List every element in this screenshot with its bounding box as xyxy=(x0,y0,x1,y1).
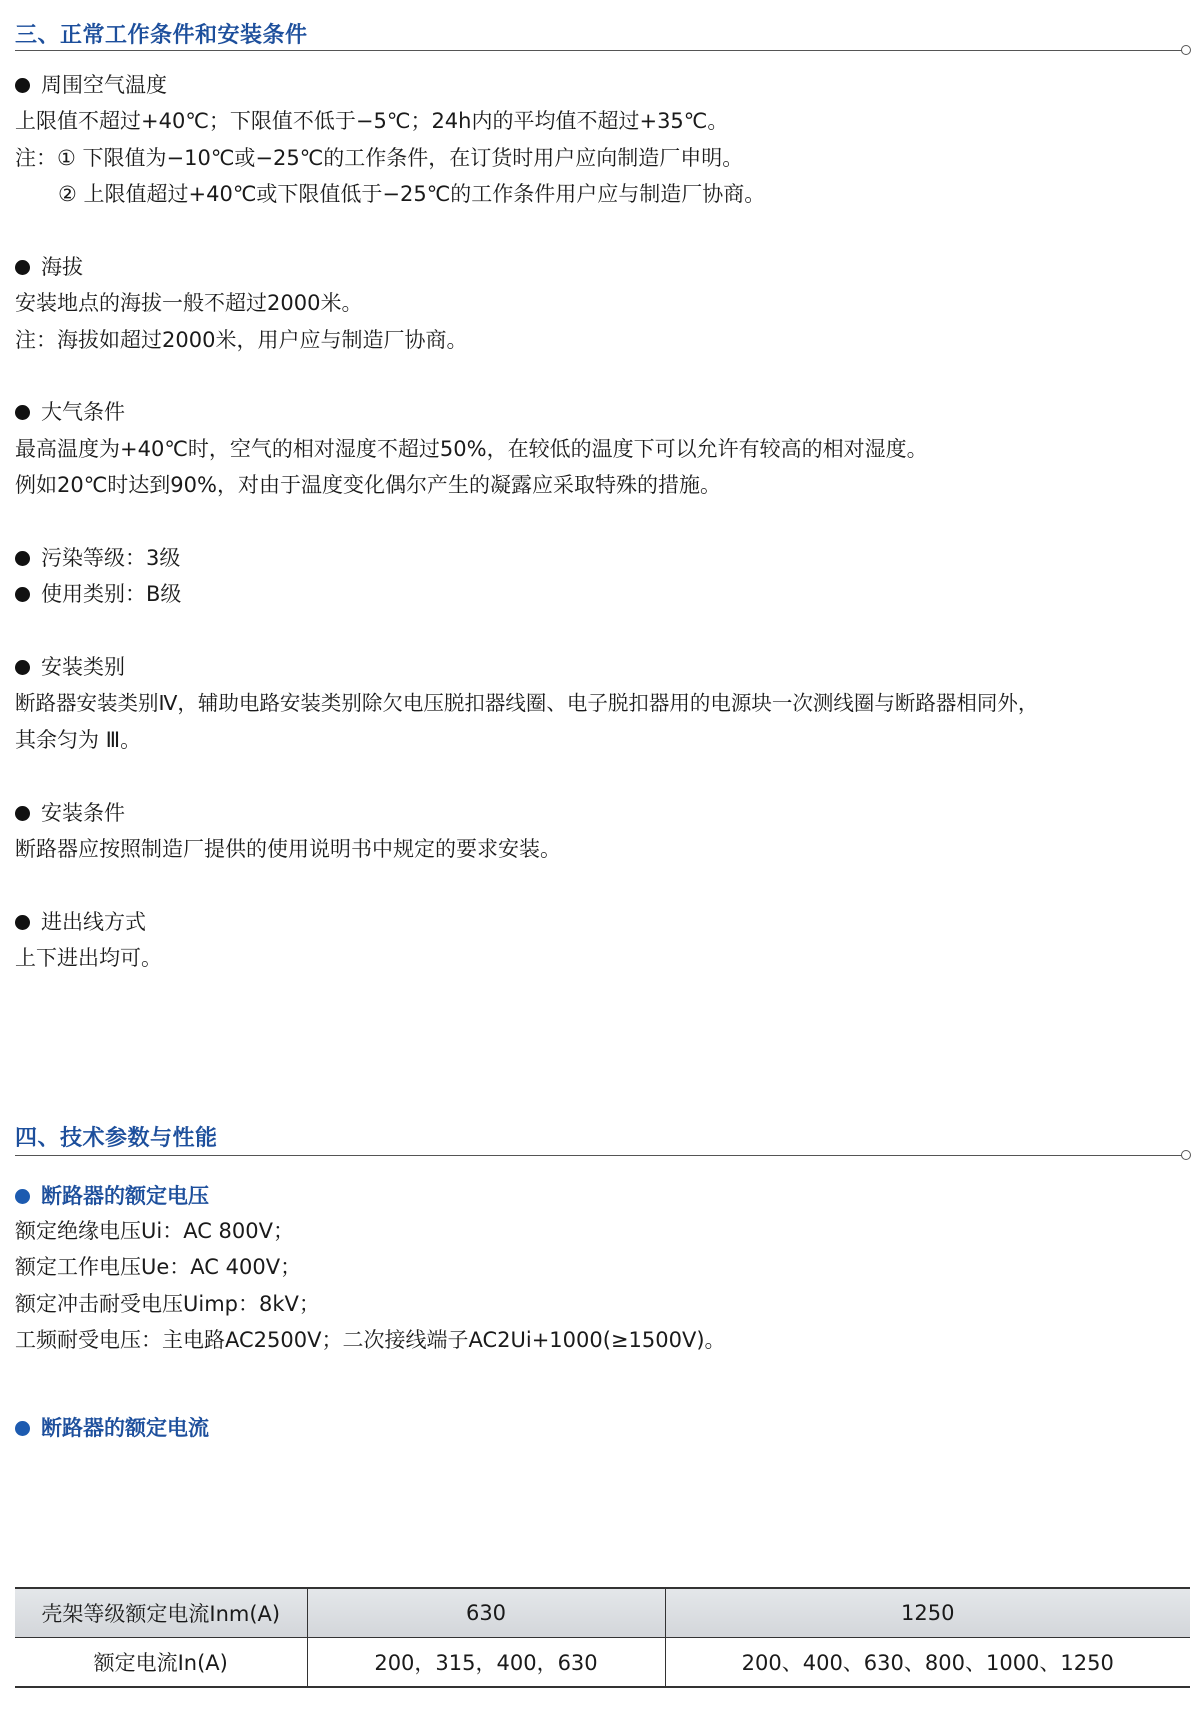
table-header-row xyxy=(15,1588,1190,1638)
bullet-icon xyxy=(15,1189,30,1204)
rated-voltage-uimp: 额定冲击耐受电压Uimp：8kV； xyxy=(15,1292,320,1316)
bullet-icon xyxy=(15,915,30,930)
section-3-title: 三、正常工作条件和安装条件 xyxy=(15,23,308,48)
table-cell: 200，315，400，630 xyxy=(307,1638,665,1688)
altitude-heading: 海拔 xyxy=(15,253,83,281)
altitude-note: 注：海拔如超过2000米，用户应与制造厂协商。 xyxy=(15,328,468,352)
install-condition-text: 断路器应按照制造厂提供的使用说明书中规定的要求安装。 xyxy=(15,837,561,861)
rated-current-heading: 断路器的额定电流 xyxy=(15,1414,209,1442)
pollution-level: 污染等级：3级 xyxy=(15,544,180,572)
table-cell: 200、400、630、800、1000、1250 xyxy=(665,1638,1190,1688)
rated-voltage-ue: 额定工作电压Ue：AC 400V； xyxy=(15,1255,302,1279)
section-3-header xyxy=(15,18,1195,49)
rule-end-circle-icon xyxy=(1181,45,1191,55)
altitude-text: 安装地点的海拔一般不超过2000米。 xyxy=(15,291,363,315)
usage-category: 使用类别：B级 xyxy=(15,580,181,608)
temperature-note-2: ② 上限值超过+40℃或下限值低于−25℃的工作条件用户应与制造厂协商。 xyxy=(58,182,766,206)
temperature-text: 上限值不超过+40℃；下限值不低于−5℃；24h内的平均值不超过+35℃。 xyxy=(15,109,729,133)
table-header-cell: 壳架等级额定电流Inm(A) xyxy=(15,1588,307,1638)
section-4-rule xyxy=(15,1155,1185,1156)
bullet-icon xyxy=(15,405,30,420)
install-category-text-2: 其余匀为 Ⅲ。 xyxy=(15,728,142,752)
section-4-title: 四、技术参数与性能 xyxy=(15,1126,218,1151)
wiring-heading: 进出线方式 xyxy=(15,908,146,936)
atmosphere-text-2: 例如20℃时达到90%，对由于温度变化偶尔产生的凝露应采取特殊的措施。 xyxy=(15,473,721,497)
atmosphere-heading: 大气条件 xyxy=(15,398,125,426)
rated-voltage-heading: 断路器的额定电压 xyxy=(15,1182,209,1210)
temperature-note-1: 注：① 下限值为−10℃或−25℃的工作条件，在订货时用户应向制造厂申明。 xyxy=(15,146,744,170)
install-category-text-1: 断路器安装类别Ⅳ，辅助电路安装类别除欠电压脱扣器线圈、电子脱扣器用的电源块一次测线圈与断路器相同外， xyxy=(15,691,1039,715)
bullet-icon xyxy=(15,551,30,566)
bullet-icon xyxy=(15,806,30,821)
rule-end-circle-icon xyxy=(1181,1150,1191,1160)
rated-voltage-ui: 额定绝缘电压Ui：AC 800V； xyxy=(15,1219,294,1243)
temperature-heading: 周围空气温度 xyxy=(15,71,167,99)
bullet-icon xyxy=(15,78,30,93)
section-3-rule xyxy=(15,50,1185,51)
bullet-icon xyxy=(15,1421,30,1436)
install-condition-heading: 安装条件 xyxy=(15,799,125,827)
atmosphere-text-1: 最高温度为+40℃时，空气的相对湿度不超过50%，在较低的温度下可以允许有较高的相对湿度。 xyxy=(15,437,928,461)
bullet-icon xyxy=(15,660,30,675)
bullet-icon xyxy=(15,587,30,602)
table-cell: 额定电流In(A) xyxy=(15,1638,307,1688)
table-header-cell: 1250 xyxy=(665,1588,1190,1638)
table-row xyxy=(15,1638,1190,1688)
section-4-header xyxy=(15,1121,1195,1152)
rated-current-table xyxy=(15,1587,1190,1688)
bullet-icon xyxy=(15,260,30,275)
wiring-text: 上下进出均可。 xyxy=(15,946,162,970)
install-category-heading: 安装类别 xyxy=(15,653,125,681)
power-frequency-withstand: 工频耐受电压：主电路AC2500V；二次接线端子AC2Ui+1000(≥1500V)。 xyxy=(15,1328,726,1352)
table-header-cell: 630 xyxy=(307,1588,665,1638)
